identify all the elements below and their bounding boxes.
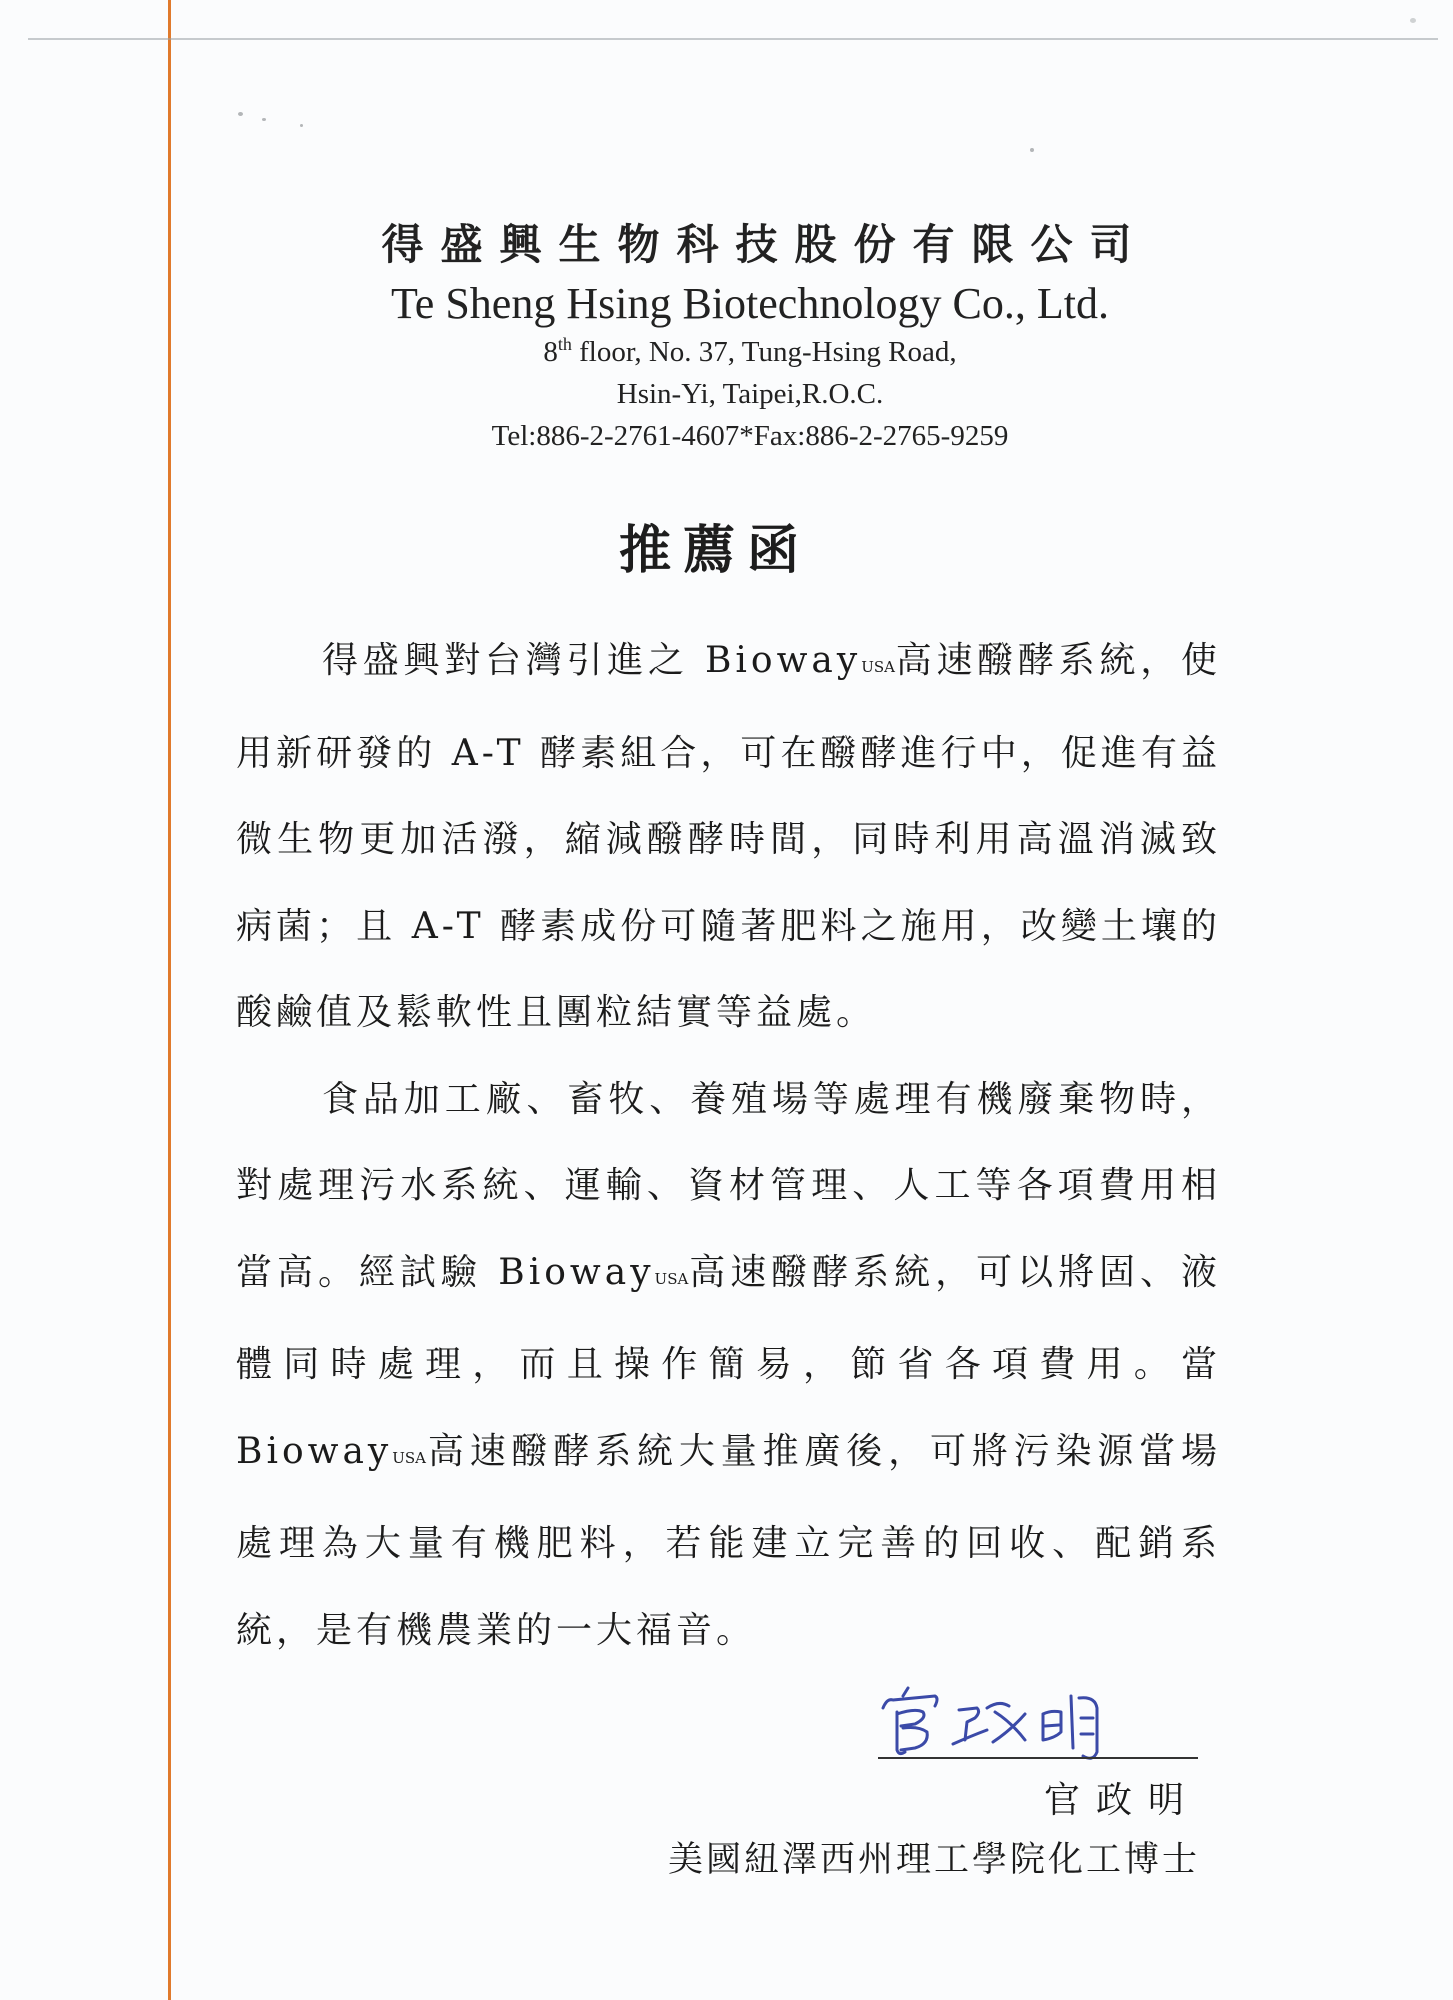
address-street: floor, No. 37, Tung-Hsing Road, (571, 336, 957, 368)
company-name-english: Te Sheng Hsing Biotechnology Co., Ltd. (391, 279, 1109, 328)
signer-name: 官政明 (1043, 1780, 1200, 1821)
paragraph-1-text-a: 得盛興對台灣引進之 Bioway (322, 640, 862, 681)
scan-speck (300, 124, 303, 127)
address-floor-superscript: th (557, 334, 572, 354)
paragraph-1-text-b: 高速醱酵系統，使用新研發的 A-T 酵素組合，可在醱酵進行中，促進有益微生物更加活潑，縮減醱酵時間，同時利用高溫消滅致病菌；且 A-T 酵素成份可隨著肥料之施用，改變土壤的酸鹼值及鬆軟性且團粒結實等益處。 (236, 640, 1221, 1033)
address-line-1 (200, 331, 1300, 373)
address-floor-number: 8 (543, 336, 558, 368)
scan-speck (1030, 148, 1034, 152)
usa-suffix: USA (654, 1269, 689, 1288)
signature-line (878, 1757, 1198, 1759)
scan-speck (238, 112, 243, 116)
scan-speck (1410, 18, 1416, 23)
usa-suffix: USA (392, 1448, 427, 1467)
scan-speck (262, 118, 266, 121)
paragraph-2-text-b: 高速醱酵系統，可以將固、液體同時處理，而且操作簡易，節省各項費用。當 Bioway (236, 1251, 1221, 1472)
contact-line: Tel:886-2-2761-4607*Fax:886-2-2765-9259 (491, 420, 1009, 452)
paragraph-2 (236, 1057, 1221, 1675)
letter-body (236, 618, 1221, 1674)
letter-title: 推薦函 (618, 521, 811, 581)
orange-margin-line (168, 0, 171, 2000)
address-line-2: Hsin-Yi, Taipei,R.O.C. (616, 378, 884, 410)
company-name-chinese: 得盛興生物科技股份有限公司 (381, 220, 1149, 269)
signer-title: 美國紐澤西州理工學院化工博士 (667, 1840, 1200, 1880)
paragraph-1 (236, 618, 1221, 1057)
paragraph-2-text-c: 高速醱酵系統大量推廣後，可將污染源當場處理為大量有機肥料，若能建立完善的回收、配銷系統，是有機農業的一大福音。 (236, 1430, 1221, 1651)
usa-suffix: USA (861, 658, 895, 676)
paragraph-2-text-a: 食品加工廠、畜牧、養殖場等處理有機廢棄物時，對處理污水系統、運輸、資材管理、人工等各項費用相當高。經試驗 Bioway (236, 1078, 1221, 1293)
scan-edge-line (28, 38, 1438, 40)
letterhead (200, 215, 1300, 457)
handwritten-signature (875, 1678, 1135, 1768)
